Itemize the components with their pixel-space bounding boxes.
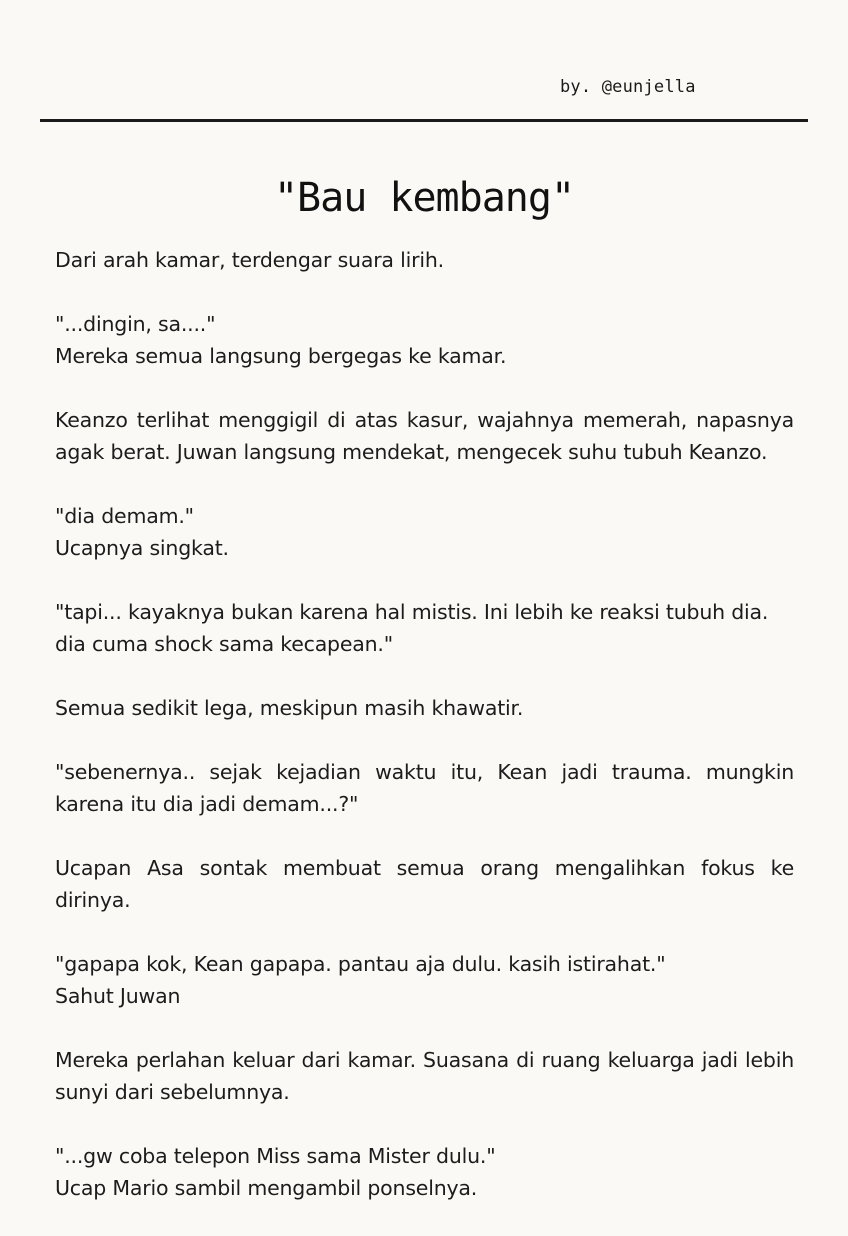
story-body — [55, 244, 794, 1236]
paragraph — [55, 948, 794, 1012]
paragraph — [55, 308, 794, 372]
paragraph: "tapi... kayaknya bukan karena hal mistis. Ini lebih ke reaksi tubuh dia. dia cuma shock sama kecapean." — [55, 600, 769, 656]
story-title: "Bau kembang" — [273, 175, 575, 221]
paragraph: Ucapan Asa sontak membuat semua orang mengalihkan fokus ke dirinya. — [55, 856, 794, 912]
author-credit: by. @eunjella — [560, 77, 696, 97]
dialogue-line: "dia demam." — [55, 504, 194, 528]
dialogue-line: "...dingin, sa...." — [55, 312, 216, 336]
paragraph: Semua sedikit lega, meskipun masih khawatir. — [55, 696, 524, 720]
paragraph: Mereka perlahan keluar dari kamar. Suasana di ruang keluarga jadi lebih sunyi dari sebelumnya. — [55, 1048, 794, 1104]
narration-line: Ucap Mario sambil mengambil ponselnya. — [55, 1176, 478, 1200]
dialogue-line: "gapapa kok, Kean gapapa. pantau aja dulu. kasih istirahat." — [55, 952, 666, 976]
paragraph: Keanzo terlihat menggigil di atas kasur, wajahnya memerah, napasnya agak berat. Juwan langsung mendekat, mengecek suhu tubuh Keanzo. — [55, 408, 794, 464]
paragraph: "sebenernya.. sejak kejadian waktu itu, Kean jadi trauma. mungkin karena itu dia jadi demam...?" — [55, 760, 794, 816]
narration-line: Mereka semua langsung bergegas ke kamar. — [55, 344, 507, 368]
narration-line: Ucapnya singkat. — [55, 536, 229, 560]
paragraph — [55, 1140, 794, 1204]
narration-line: Sahut Juwan — [55, 984, 181, 1008]
paragraph: Dari arah kamar, terdengar suara lirih. — [55, 248, 444, 272]
paragraph — [55, 500, 794, 564]
header-divider — [40, 119, 808, 122]
dialogue-line: "...gw coba telepon Miss sama Mister dulu." — [55, 1144, 496, 1168]
